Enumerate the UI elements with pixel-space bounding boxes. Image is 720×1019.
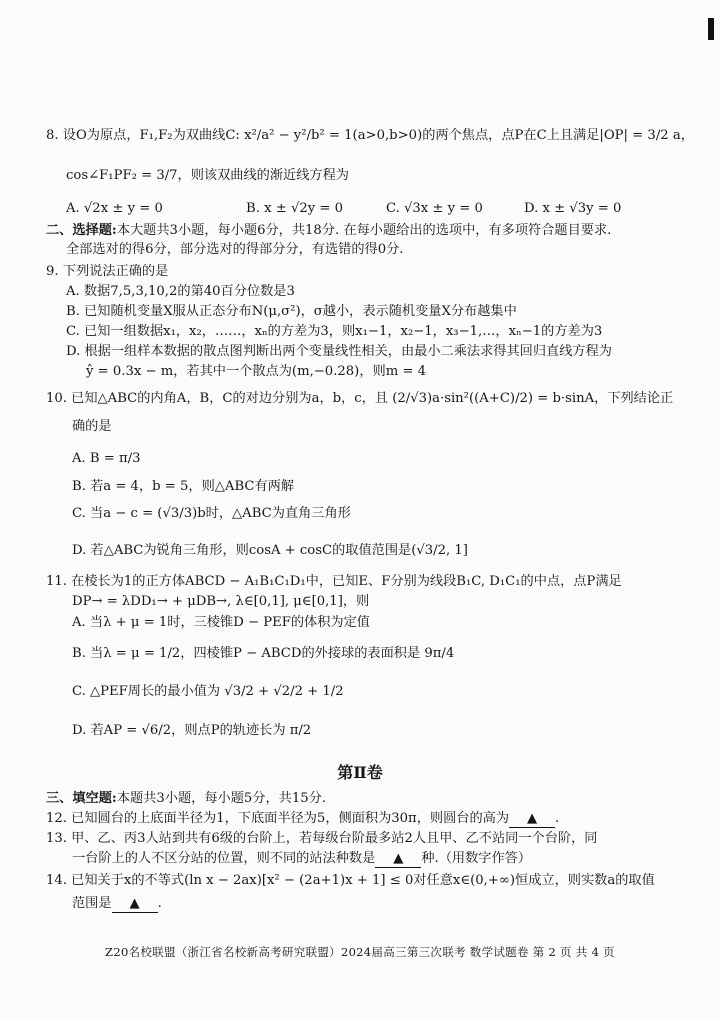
q10-stem-cont: 确的是 (72, 419, 112, 434)
section2-label: 二、选择题: (46, 223, 117, 238)
q10-option-a: A. B = π/3 (72, 451, 141, 466)
q11-option-c: C. △PEF周长的最小值为 √3/2 + √2/2 + 1/2 (72, 684, 344, 699)
q9-option-c: C. 已知一组数据x₁，x₂，……，xₙ的方差为3，则x₁−1，x₂−1，x₃−1,…，xₙ−1的方差为3 (66, 324, 603, 339)
q10-option-c: C. 当a − c = (√3/3)b时，△ABC为直角三角形 (72, 506, 351, 521)
q14-text: 14. 已知关于x的不等式(ln x − 2ax)[x² − (2a+1)x + 1] ≤ 0对任意x∈(0,+∞)恒成立，则实数a的取值 (46, 873, 655, 888)
q14-answer-blank: ▲ (112, 895, 158, 913)
section3-text: 本题共3小题，每小题5分，共15分. (116, 791, 327, 806)
q10-stem: 10. 已知△ABC的内角A，B，C的对边分别为a，b，c，且 (2/√3)a·sin²((A+C)/2) = b·sinA，下列结论正 (46, 391, 674, 406)
q13-answer-blank: ▲ (375, 850, 421, 868)
q8-stem-cont: cos∠F₁PF₂ = 3/7，则该双曲线的渐近线方程为 (66, 168, 349, 183)
q12-answer-blank: ▲ (509, 810, 555, 828)
section3-heading (46, 790, 326, 807)
q14-text-cont: 范围是 (72, 896, 112, 911)
q12-text: 12. 已知圆台的上底面半径为1，下底面半径为5，侧面积为30π，则圆台的高为 (46, 811, 510, 826)
q9-option-d: D. 根据一组样本数据的散点图判断出两个变量线性相关，由最小二乘法求得其回归直线方程为 (66, 344, 612, 359)
q9-option-b: B. 已知随机变量X服从正态分布N(μ,σ²)，σ越小，表示随机变量X分布越集中 (66, 304, 517, 319)
q13-text: 13. 甲、乙、丙3人站到共有6级的台阶上，若每级台阶最多站2人且甲、乙不站同一个台阶，同 (46, 831, 598, 846)
q8-option-a: A. √2x ± y = 0 (66, 201, 163, 216)
q10-option-d: D. 若△ABC为锐角三角形，则cosA + cosC的取值范围是(√3/2, 1] (72, 543, 468, 558)
q8-option-b: B. x ± √2y = 0 (246, 201, 344, 216)
q9-option-d-cont: ŷ = 0.3x − m，若其中一个散点为(m,−0.28)，则m = 4 (86, 364, 427, 379)
q13 (72, 850, 531, 868)
q9-option-a: A. 数据7,5,3,10,2的第40百分位数是3 (66, 284, 295, 299)
section2-text: 本大题共3小题，每小题6分，共18分. 在每小题给出的选项中，有多项符合题目要求. (116, 223, 612, 238)
q9-stem: 9. 下列说法正确的是 (46, 264, 169, 279)
q10-option-b: B. 若a = 4，b = 5，则△ABC有两解 (72, 479, 295, 494)
q12 (46, 810, 559, 828)
corner-mark (708, 18, 714, 40)
q11-stem: 11. 在棱长为1的正方体ABCD − A₁B₁C₁D₁中，已知E、F分别为线段B₁C, D₁C₁的中点，点P满足 (46, 574, 622, 589)
q11-option-d: D. 若AP = √6/2，则点P的轨迹长为 π/2 (72, 723, 312, 738)
q11-option-b: B. 当λ = μ = 1/2，四棱锥P − ABCD的外接球的表面积是 9π/4 (72, 646, 455, 661)
q12-tail: . (555, 811, 560, 826)
section3-label: 三、填空题: (46, 791, 117, 806)
q13-tail: 种.（用数字作答） (421, 851, 532, 866)
q11-option-a: A. 当λ + μ = 1时，三棱锥D − PEF的体积为定值 (72, 615, 370, 630)
q13-text-cont: 一台阶上的人不区分站的位置，则不同的站法种数是 (72, 851, 376, 866)
part2-title: 第Ⅱ卷 (337, 763, 383, 782)
q11-stem-cont: DP→ = λDD₁→ + μDB→, λ∈[0,1], μ∈[0,1]，则 (72, 594, 370, 609)
section2-heading (46, 222, 611, 239)
q14 (72, 895, 162, 913)
page-footer: Z20名校联盟（浙江省名校新高考研究联盟）2024届高三第三次联考 数学试题卷 第 2 页 共 4 页 (105, 945, 615, 959)
q8-option-d: D. x ± √3y = 0 (524, 201, 622, 216)
q14-tail: . (157, 896, 162, 911)
q8-option-c: C. √3x ± y = 0 (386, 201, 483, 216)
q8-stem: 8. 设O为原点，F₁,F₂为双曲线C: x²/a² − y²/b² = 1(a>0,b>0)的两个焦点，点P在C上且满足|OP| = 3/2 a， (46, 128, 694, 143)
section2-text-cont: 全部选对的得6分，部分选对的得部分分，有选错的得0分. (66, 242, 404, 257)
